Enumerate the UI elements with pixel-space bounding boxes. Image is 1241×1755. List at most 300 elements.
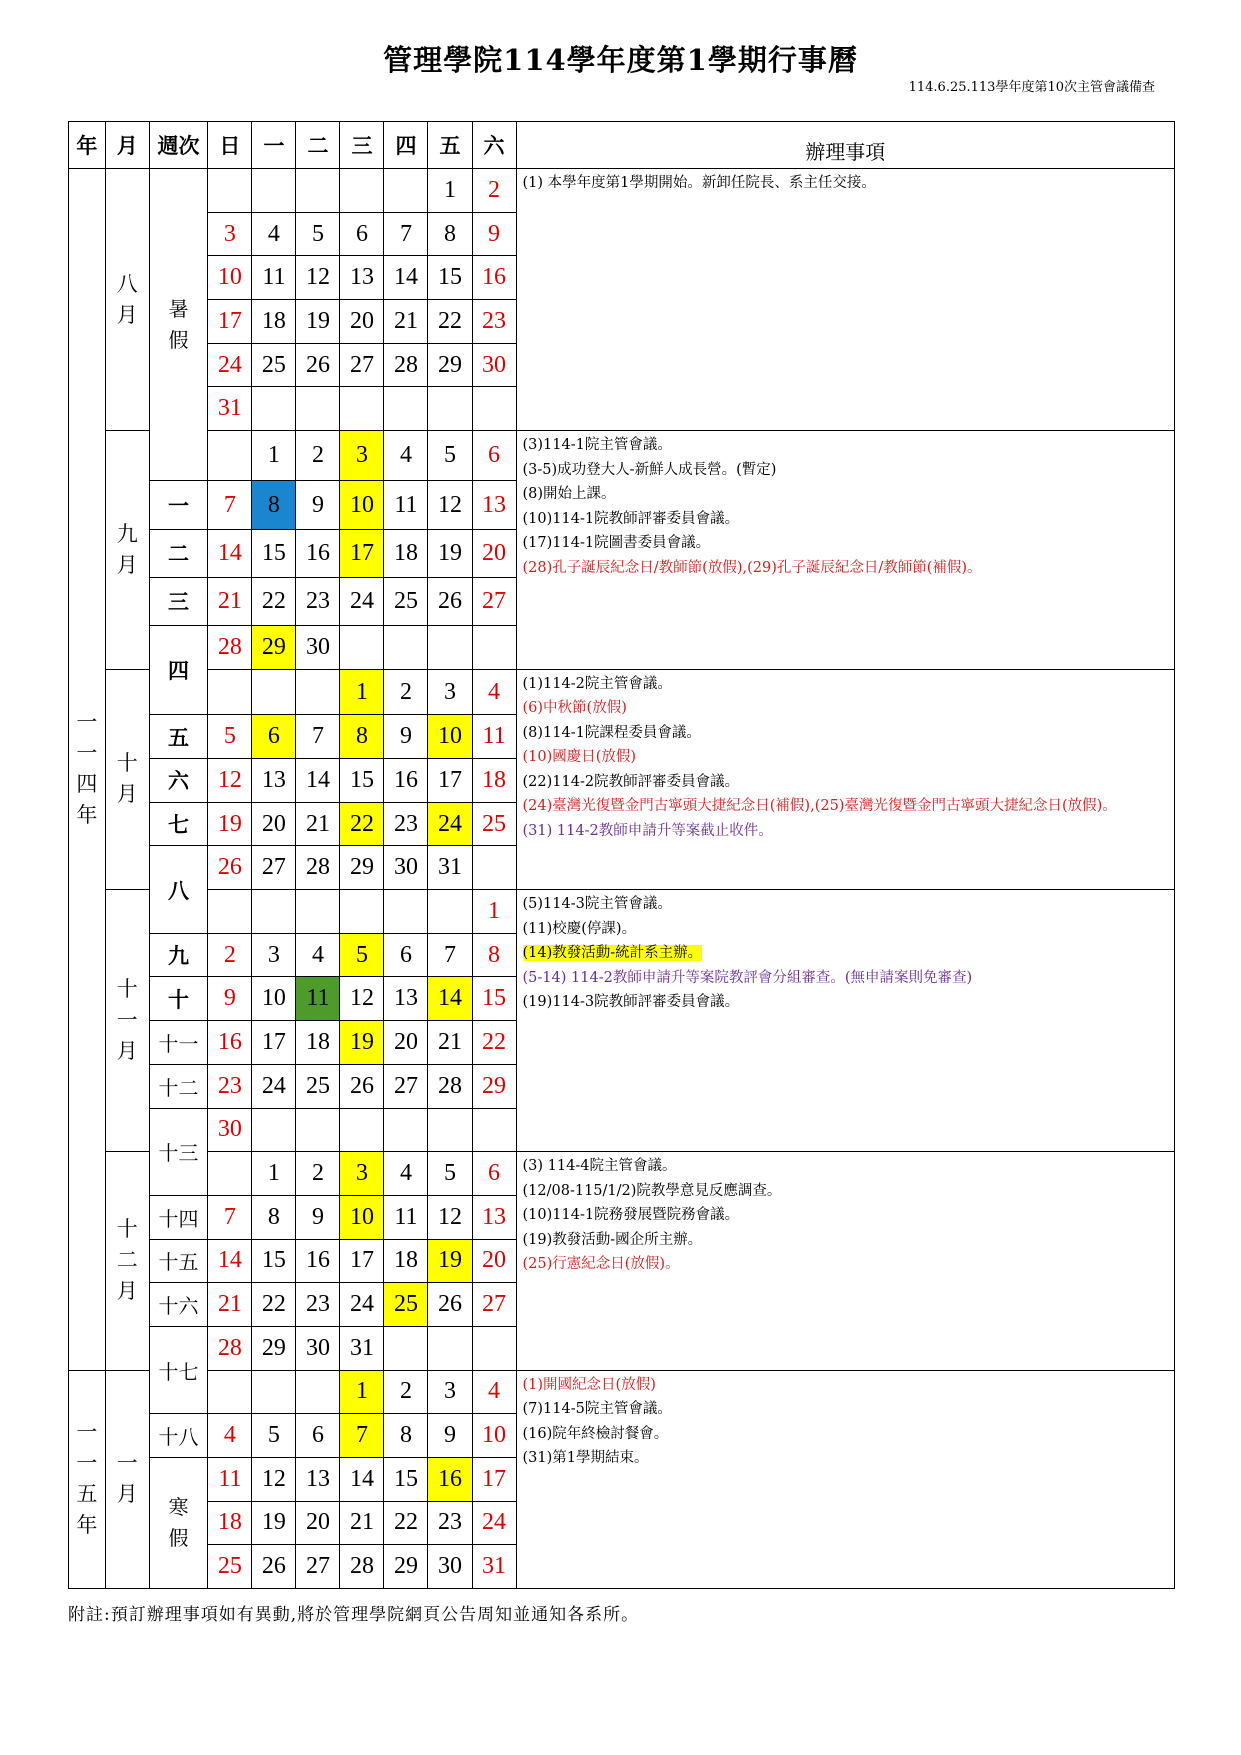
week-13: 十三 — [149, 1108, 208, 1195]
day-cell — [340, 625, 384, 669]
week-4: 四 — [149, 625, 208, 715]
day-cell: 28 — [296, 846, 340, 890]
day-cell: 25 — [296, 1064, 340, 1108]
day-cell: 18 — [384, 1239, 428, 1283]
day-cell: 4 — [296, 933, 340, 977]
day-cell — [208, 890, 252, 934]
day-cell — [428, 1326, 472, 1370]
day-cell: 22 — [428, 300, 472, 344]
day-cell: 26 — [208, 846, 252, 890]
day-cell: 14 — [296, 759, 340, 803]
event-item — [523, 917, 1168, 942]
day-cell: 17 — [428, 759, 472, 803]
day-cell: 20 — [252, 802, 296, 846]
day-cell: 27 — [384, 1064, 428, 1108]
day-cell: 24 — [340, 1283, 384, 1327]
day-cell: 25 — [252, 343, 296, 387]
calendar-row — [69, 1152, 1175, 1196]
event-item — [523, 1228, 1168, 1253]
event-item — [523, 794, 1168, 819]
day-cell: 6 — [252, 715, 296, 759]
vertical-char: 一 — [76, 1420, 98, 1445]
day-cell: 4 — [472, 1370, 516, 1414]
day-cell: 11 — [208, 1457, 252, 1501]
day-cell: 5 — [296, 212, 340, 256]
week-16: 十六 — [149, 1283, 208, 1327]
event-item — [523, 1203, 1168, 1228]
event-item — [523, 482, 1168, 507]
day-cell — [428, 890, 472, 934]
event-text: (8)開始上課。 — [522, 486, 616, 503]
event-text: (22)114-2院教師評審委員會議。 — [522, 773, 740, 790]
day-cell: 12 — [208, 759, 252, 803]
day-cell: 19 — [252, 1501, 296, 1545]
day-cell: 17 — [472, 1457, 516, 1501]
day-cell — [384, 1326, 428, 1370]
day-cell — [472, 387, 516, 431]
vertical-char: 年 — [76, 1513, 98, 1538]
day-cell — [208, 169, 252, 213]
day-cell: 8 — [340, 715, 384, 759]
day-cell: 14 — [208, 1239, 252, 1283]
vertical-char: 月 — [116, 782, 138, 807]
day-cell: 21 — [384, 300, 428, 344]
calendar-row — [69, 431, 1175, 481]
day-cell: 24 — [340, 577, 384, 625]
day-cell: 7 — [340, 1414, 384, 1458]
event-text: (7)114-5院主管會議。 — [522, 1401, 672, 1418]
day-cell: 20 — [340, 300, 384, 344]
calendar-row — [69, 890, 1175, 934]
week-17: 十七 — [149, 1326, 208, 1413]
day-cell: 10 — [472, 1414, 516, 1458]
day-cell — [472, 1108, 516, 1152]
day-cell: 5 — [340, 933, 384, 977]
day-cell: 3 — [428, 1370, 472, 1414]
day-cell: 3 — [208, 212, 252, 256]
day-cell: 28 — [208, 1326, 252, 1370]
day-cell: 15 — [340, 759, 384, 803]
day-cell: 17 — [252, 1021, 296, 1065]
day-cell — [428, 625, 472, 669]
week-5: 五 — [149, 715, 208, 759]
event-item — [523, 507, 1168, 532]
event-item — [523, 531, 1168, 556]
day-cell: 28 — [428, 1064, 472, 1108]
event-text: (11)校慶(停課)。 — [522, 920, 637, 937]
day-cell: 18 — [296, 1021, 340, 1065]
day-cell: 10 — [340, 481, 384, 529]
day-cell: 11 — [384, 1195, 428, 1239]
header-day-wed: 三 — [340, 122, 384, 169]
day-cell: 21 — [296, 802, 340, 846]
year-label-115 — [69, 1370, 106, 1588]
events-nov — [516, 890, 1174, 1152]
week-8: 八 — [149, 846, 208, 933]
day-cell: 21 — [428, 1021, 472, 1065]
day-cell: 14 — [428, 977, 472, 1021]
events-aug — [516, 169, 1174, 431]
event-item — [523, 433, 1168, 458]
day-cell — [252, 169, 296, 213]
day-cell: 11 — [472, 715, 516, 759]
day-cell: 8 — [252, 1195, 296, 1239]
month-sep — [105, 431, 149, 669]
day-cell: 1 — [252, 1152, 296, 1196]
event-text: (19)114-3院教師評審委員會議。 — [522, 994, 740, 1011]
day-cell: 23 — [428, 1501, 472, 1545]
day-cell — [208, 669, 252, 715]
day-cell: 10 — [252, 977, 296, 1021]
day-cell: 23 — [296, 577, 340, 625]
approval-note: 114.6.25.113學年度第10次主管會議備查 — [908, 80, 1155, 95]
page-title: 管理學院114學年度第1學期行事曆 — [383, 43, 858, 77]
event-item — [523, 990, 1168, 1015]
day-cell: 13 — [384, 977, 428, 1021]
day-cell: 6 — [340, 212, 384, 256]
day-cell: 13 — [472, 1195, 516, 1239]
day-cell — [384, 625, 428, 669]
event-text: (1)開國紀念日(放假) — [522, 1376, 656, 1393]
day-cell: 12 — [428, 1195, 472, 1239]
day-cell: 17 — [208, 300, 252, 344]
day-cell: 11 — [252, 256, 296, 300]
event-item — [523, 458, 1168, 483]
header-month: 月 — [105, 122, 149, 169]
event-item — [523, 556, 1168, 581]
day-cell: 12 — [296, 256, 340, 300]
day-cell — [472, 1326, 516, 1370]
day-cell: 16 — [296, 529, 340, 577]
event-item — [523, 696, 1168, 721]
week-14: 十四 — [149, 1195, 208, 1239]
event-item — [523, 171, 1168, 196]
day-cell: 20 — [296, 1501, 340, 1545]
year-label-114 — [69, 169, 106, 1371]
event-text: (10)114-1院教師評審委員會議。 — [522, 510, 740, 527]
event-text: (10)114-1院務發展暨院務會議。 — [522, 1207, 740, 1224]
day-cell: 4 — [384, 1152, 428, 1196]
day-cell — [252, 1370, 296, 1414]
week-1: 一 — [149, 481, 208, 529]
day-cell: 5 — [208, 715, 252, 759]
week-3: 三 — [149, 577, 208, 625]
event-item — [523, 1397, 1168, 1422]
day-cell: 7 — [296, 715, 340, 759]
day-cell — [296, 1108, 340, 1152]
week-winter — [149, 1457, 208, 1588]
vertical-char: 四 — [76, 772, 98, 797]
vertical-char: 八 — [116, 271, 138, 296]
day-cell — [340, 890, 384, 934]
day-cell: 15 — [428, 256, 472, 300]
events-dec — [516, 1152, 1174, 1370]
day-cell: 9 — [428, 1414, 472, 1458]
event-text: (1)114-2院主管會議。 — [522, 675, 672, 692]
day-cell: 12 — [252, 1457, 296, 1501]
day-cell: 31 — [340, 1326, 384, 1370]
vertical-char: 假 — [168, 1525, 189, 1550]
week-11: 十一 — [149, 1021, 208, 1065]
day-cell: 30 — [384, 846, 428, 890]
day-cell: 31 — [472, 1545, 516, 1589]
day-cell: 2 — [384, 1370, 428, 1414]
day-cell — [208, 431, 252, 481]
event-item — [523, 1154, 1168, 1179]
header-events: 辦理事項 — [516, 122, 1174, 169]
week-18: 十八 — [149, 1414, 208, 1458]
event-item — [523, 941, 1168, 966]
day-cell: 19 — [296, 300, 340, 344]
day-cell: 5 — [428, 1152, 472, 1196]
day-cell — [428, 1108, 472, 1152]
calendar-row — [69, 1370, 1175, 1414]
day-cell: 9 — [472, 212, 516, 256]
day-cell: 26 — [428, 1283, 472, 1327]
header-day-tue: 二 — [296, 122, 340, 169]
day-cell: 23 — [472, 300, 516, 344]
day-cell: 3 — [428, 669, 472, 715]
day-cell: 7 — [208, 1195, 252, 1239]
event-item — [523, 745, 1168, 770]
day-cell: 6 — [384, 933, 428, 977]
event-text: (19)教發活動-國企所主辦。 — [522, 1231, 703, 1248]
day-cell: 7 — [428, 933, 472, 977]
day-cell: 27 — [252, 846, 296, 890]
day-cell: 7 — [384, 212, 428, 256]
month-oct — [105, 669, 149, 890]
day-cell: 27 — [296, 1545, 340, 1589]
day-cell: 18 — [384, 529, 428, 577]
day-cell: 15 — [472, 977, 516, 1021]
day-cell: 26 — [252, 1545, 296, 1589]
week-10: 十 — [149, 977, 208, 1021]
day-cell — [296, 387, 340, 431]
day-cell: 8 — [428, 212, 472, 256]
day-cell — [252, 1108, 296, 1152]
day-cell — [472, 625, 516, 669]
day-cell: 16 — [428, 1457, 472, 1501]
vertical-char: 五 — [76, 1482, 98, 1507]
day-cell: 25 — [384, 1283, 428, 1327]
vertical-char: 月 — [116, 1482, 138, 1507]
day-cell: 28 — [340, 1545, 384, 1589]
month-jan — [105, 1370, 149, 1588]
day-cell: 29 — [252, 1326, 296, 1370]
day-cell: 29 — [340, 846, 384, 890]
header-week: 週次 — [149, 122, 208, 169]
day-cell: 29 — [472, 1064, 516, 1108]
day-cell — [252, 387, 296, 431]
day-cell: 19 — [428, 1239, 472, 1283]
day-cell: 26 — [296, 343, 340, 387]
day-cell: 26 — [340, 1064, 384, 1108]
day-cell: 9 — [208, 977, 252, 1021]
day-cell: 23 — [296, 1283, 340, 1327]
event-text: (6)中秋節(放假) — [522, 700, 627, 717]
header-day-thu: 四 — [384, 122, 428, 169]
day-cell: 19 — [428, 529, 472, 577]
vertical-char: 十 — [116, 1217, 138, 1242]
day-cell: 18 — [472, 759, 516, 803]
week-2: 二 — [149, 529, 208, 577]
day-cell: 23 — [384, 802, 428, 846]
day-cell: 9 — [384, 715, 428, 759]
day-cell: 9 — [296, 481, 340, 529]
day-cell: 2 — [208, 933, 252, 977]
day-cell — [472, 846, 516, 890]
events-sep — [516, 431, 1174, 669]
day-cell: 3 — [340, 1152, 384, 1196]
day-cell: 5 — [252, 1414, 296, 1458]
event-text: (5-14) 114-2教師申請升等案院教評會分組審查。(無申請案則免審查) — [522, 969, 973, 986]
event-item — [523, 1446, 1168, 1471]
day-cell: 16 — [384, 759, 428, 803]
day-cell: 30 — [296, 625, 340, 669]
vertical-char: 十 — [116, 751, 138, 776]
day-cell: 29 — [384, 1545, 428, 1589]
vertical-char: 一 — [116, 1451, 138, 1476]
day-cell: 10 — [428, 715, 472, 759]
day-cell — [208, 1152, 252, 1196]
day-cell: 24 — [472, 1501, 516, 1545]
day-cell: 15 — [252, 529, 296, 577]
event-text: (3)114-1院主管會議。 — [522, 437, 672, 454]
event-item — [523, 1422, 1168, 1447]
vertical-char: 九 — [116, 521, 138, 546]
day-cell: 31 — [428, 846, 472, 890]
day-cell: 1 — [252, 431, 296, 481]
vertical-char: 一 — [116, 1008, 138, 1033]
day-cell: 1 — [340, 669, 384, 715]
day-cell: 14 — [208, 529, 252, 577]
day-cell: 29 — [252, 625, 296, 669]
day-cell: 25 — [472, 802, 516, 846]
day-cell: 31 — [208, 387, 252, 431]
day-cell: 20 — [384, 1021, 428, 1065]
day-cell — [252, 669, 296, 715]
day-cell: 13 — [340, 256, 384, 300]
day-cell: 19 — [340, 1021, 384, 1065]
event-text: (31) 114-2教師申請升等案截止收件。 — [522, 822, 773, 839]
event-text: (28)孔子誕辰紀念日/教師節(放假),(29)孔子誕辰紀念日/教師節(補假)。 — [522, 559, 982, 576]
week-12: 十二 — [149, 1064, 208, 1108]
day-cell: 1 — [428, 169, 472, 213]
day-cell: 1 — [340, 1370, 384, 1414]
week-9: 九 — [149, 933, 208, 977]
day-cell: 16 — [472, 256, 516, 300]
day-cell: 14 — [340, 1457, 384, 1501]
day-cell: 23 — [208, 1064, 252, 1108]
day-cell: 30 — [296, 1326, 340, 1370]
calendar-row — [69, 169, 1175, 213]
day-cell — [384, 1108, 428, 1152]
day-cell: 22 — [340, 802, 384, 846]
event-item — [523, 721, 1168, 746]
vertical-char: 假 — [168, 327, 189, 352]
week-15: 十五 — [149, 1239, 208, 1283]
day-cell: 18 — [208, 1501, 252, 1545]
day-cell: 15 — [252, 1239, 296, 1283]
day-cell — [384, 890, 428, 934]
day-cell: 30 — [428, 1545, 472, 1589]
vertical-char: 年 — [76, 803, 98, 828]
day-cell: 2 — [296, 431, 340, 481]
event-text: (3-5)成功登大人-新鮮人成長營。(暫定) — [522, 461, 777, 478]
event-text: (5)114-3院主管會議。 — [522, 896, 672, 913]
day-cell: 14 — [384, 256, 428, 300]
day-cell — [208, 1370, 252, 1414]
vertical-char: 月 — [116, 302, 138, 327]
day-cell: 24 — [208, 343, 252, 387]
day-cell: 22 — [472, 1021, 516, 1065]
day-cell: 24 — [428, 802, 472, 846]
week-summer — [149, 169, 208, 481]
events-jan — [516, 1370, 1174, 1588]
day-cell: 28 — [384, 343, 428, 387]
day-cell: 13 — [252, 759, 296, 803]
event-text: (3) 114-4院主管會議。 — [522, 1158, 677, 1175]
day-cell: 8 — [472, 933, 516, 977]
day-cell: 9 — [296, 1195, 340, 1239]
calendar-row — [69, 669, 1175, 715]
day-cell: 12 — [340, 977, 384, 1021]
vertical-char: 一 — [76, 710, 98, 735]
month-aug — [105, 169, 149, 431]
day-cell: 18 — [252, 300, 296, 344]
day-cell — [384, 387, 428, 431]
day-cell — [340, 387, 384, 431]
day-cell — [296, 1370, 340, 1414]
vertical-char: 暑 — [168, 296, 189, 321]
day-cell: 21 — [208, 1283, 252, 1327]
day-cell: 16 — [296, 1239, 340, 1283]
day-cell: 26 — [428, 577, 472, 625]
event-text: (12/08-115/1/2)院教學意見反應調查。 — [522, 1182, 782, 1199]
day-cell: 10 — [208, 256, 252, 300]
day-cell — [252, 890, 296, 934]
event-text: (10)國慶日(放假) — [522, 749, 637, 766]
day-cell — [296, 169, 340, 213]
vertical-char: 月 — [116, 1039, 138, 1064]
day-cell: 8 — [384, 1414, 428, 1458]
event-item — [523, 1252, 1168, 1277]
footnote: 附註:預訂辦理事項如有異動,將於管理學院網頁公告周知並通知各系所。 — [68, 1605, 640, 1625]
day-cell: 28 — [208, 625, 252, 669]
day-cell: 11 — [384, 481, 428, 529]
event-text: (1) 本學年度第1學期開始。新卸任院長、系主任交接。 — [522, 175, 876, 192]
day-cell: 27 — [340, 343, 384, 387]
day-cell: 5 — [428, 431, 472, 481]
event-text: (25)行憲紀念日(放假)。 — [522, 1256, 680, 1273]
day-cell — [428, 387, 472, 431]
day-cell: 24 — [252, 1064, 296, 1108]
header-day-fri: 五 — [428, 122, 472, 169]
day-cell: 27 — [472, 1283, 516, 1327]
day-cell — [296, 669, 340, 715]
day-cell: 30 — [208, 1108, 252, 1152]
day-cell: 2 — [296, 1152, 340, 1196]
event-item — [523, 1179, 1168, 1204]
day-cell: 17 — [340, 1239, 384, 1283]
day-cell: 3 — [340, 431, 384, 481]
day-cell: 13 — [472, 481, 516, 529]
day-cell: 19 — [208, 802, 252, 846]
day-cell: 13 — [296, 1457, 340, 1501]
vertical-char: 一 — [76, 741, 98, 766]
day-cell: 21 — [208, 577, 252, 625]
day-cell: 6 — [472, 431, 516, 481]
